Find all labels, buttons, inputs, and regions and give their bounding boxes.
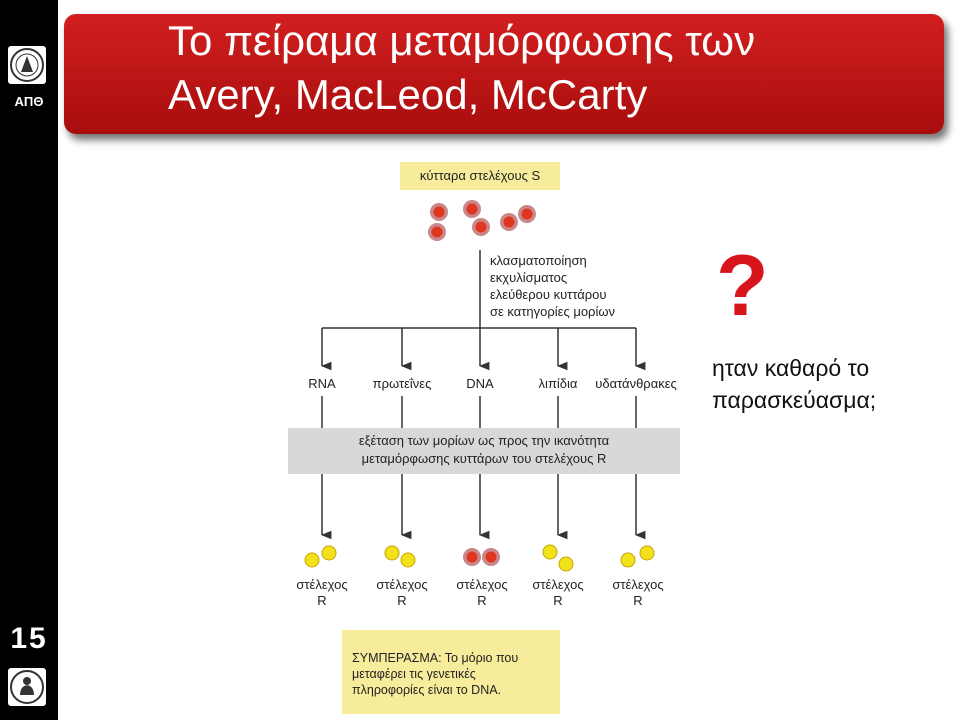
result-line: R (553, 593, 563, 608)
s-strain-cells (428, 200, 536, 241)
category-lipids: λιπίδια (538, 376, 578, 391)
r-cell (559, 557, 573, 571)
r-cell (640, 546, 654, 560)
category-proteins: πρωτεΐνες (372, 376, 432, 391)
fractionation-line: σε κατηγορίες μορίων (490, 304, 615, 319)
examination-line: εξέταση των μορίων ως προς την ικανότητα (358, 433, 610, 448)
result-line: στέλεχος (532, 577, 584, 592)
r-cell (385, 546, 399, 560)
result-line: R (397, 593, 407, 608)
s-cell (430, 203, 448, 221)
result-line: R (477, 593, 487, 608)
result-label-rna (296, 577, 347, 609)
question-line: ηταν καθαρό το (712, 355, 870, 381)
conclusion-line: μεταφέρει τις γενετικές (352, 667, 476, 681)
strain-s-label: κύτταρα στελέχους S (400, 162, 560, 190)
result-label-dna (456, 577, 507, 609)
conclusion-line: ΣΥΜΠΕΡΑΣΜΑ: Το μόριο που (352, 651, 519, 665)
r-cell (305, 553, 319, 567)
s-cell (428, 223, 446, 241)
s-cell (463, 200, 481, 218)
logo-abbreviation: ΑΠΘ (14, 94, 44, 109)
s-cell (518, 205, 536, 223)
s-cell (472, 218, 490, 236)
result-label-carbohydrates (612, 577, 663, 609)
fractionation-line: ελεύθερου κυττάρου (490, 287, 607, 302)
title-line-2: Avery, MacLeod, McCarty (168, 71, 648, 118)
r-cell (621, 553, 635, 567)
s-cell (500, 213, 518, 231)
result-line: στέλεχος (456, 577, 508, 592)
s-cell (482, 548, 500, 566)
result-label-proteins (376, 577, 427, 609)
r-cell (401, 553, 415, 567)
title-line-1: Το πείραμα μεταμόρφωσης των (168, 17, 756, 64)
fractionation-text (490, 252, 615, 320)
fractionation-line: κλασματοποίηση (490, 253, 587, 268)
result-cells (305, 545, 654, 571)
result-label-lipids (532, 577, 583, 609)
result-line: στέλεχος (612, 577, 664, 592)
r-cell (543, 545, 557, 559)
s-cell (463, 548, 481, 566)
slide-number: 15 (10, 622, 48, 655)
question-line: παρασκεύασμα; (712, 387, 877, 413)
result-line: R (633, 593, 643, 608)
conclusion-line: πληροφορίες είναι το DNA. (352, 683, 502, 697)
question-text (712, 352, 876, 416)
result-line: στέλεχος (296, 577, 348, 592)
category-dna: DNA (466, 376, 494, 391)
fractionation-line: εκχυλίσματος (490, 270, 568, 285)
category-carbohydrates: υδατάνθρακες (595, 376, 677, 391)
r-cell (322, 546, 336, 560)
examination-text (288, 432, 680, 468)
conclusion-text (352, 650, 518, 698)
examination-line: μεταμόρφωσης κυττάρων του στελέχους R (361, 451, 607, 466)
result-line: R (317, 593, 327, 608)
result-line: στέλεχος (376, 577, 428, 592)
category-rna: RNA (308, 376, 336, 391)
question-mark: ? (716, 238, 769, 334)
